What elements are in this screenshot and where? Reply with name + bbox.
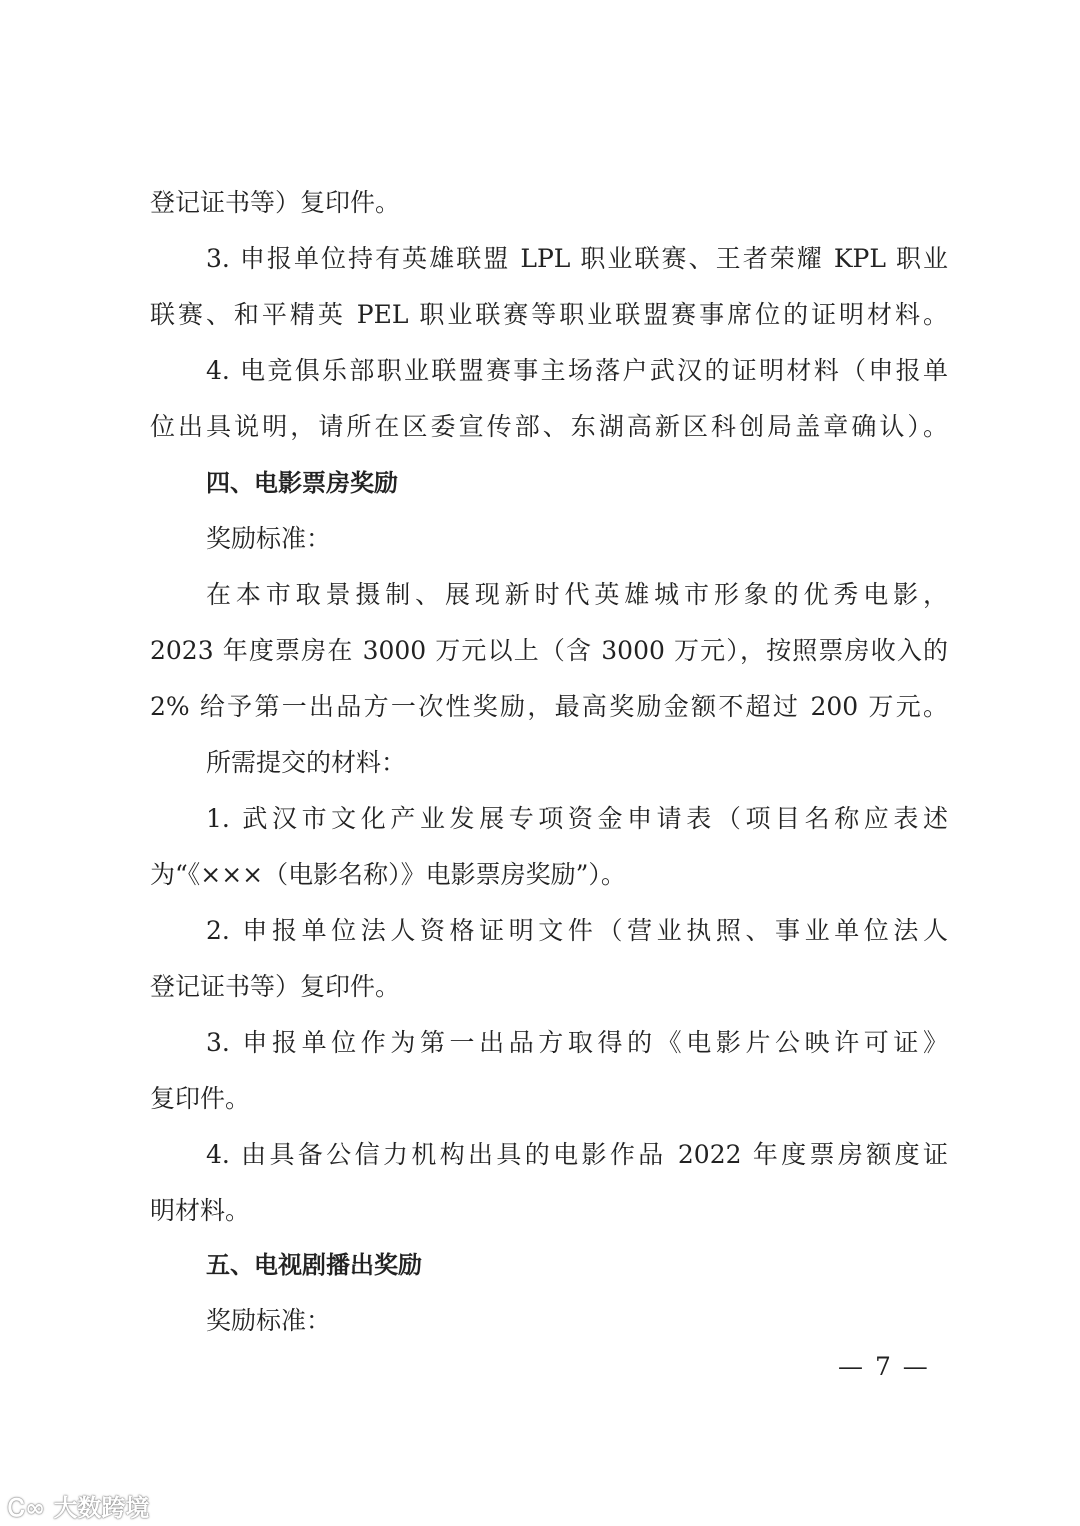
paragraph-line: 4. 电竞俱乐部职业联盟赛事主场落户武汉的证明材料（申报单 <box>206 356 948 385</box>
section-heading: 四、电影票房奖励 <box>206 469 398 497</box>
paragraph-line: 2. 申报单位法人资格证明文件（营业执照、事业单位法人 <box>206 916 948 945</box>
paragraph-line: 位出具说明，请所在区委宣传部、东湖高新区科创局盖章确认）。 <box>150 412 948 441</box>
paragraph-line: 明材料。 <box>150 1196 251 1225</box>
subheading: 奖励标准： <box>206 1306 332 1335</box>
paragraph-line: 2023 年度票房在 3000 万元以上（含 3000 万元），按照票房收入的 <box>150 636 948 665</box>
page-number: — 7 — <box>838 1352 930 1381</box>
subheading: 奖励标准： <box>206 524 332 553</box>
paragraph-line: 在本市取景摄制、展现新时代英雄城市形象的优秀电影， <box>206 580 948 609</box>
paragraph-line: 3. 申报单位持有英雄联盟 LPL 职业联赛、王者荣耀 KPL 职业 <box>206 244 948 273</box>
logo-icon: Ꮯ∞ <box>8 1494 54 1522</box>
watermark-text: 大数跨境 <box>53 1494 150 1522</box>
paragraph-line: 联赛、和平精英 PEL 职业联赛等职业联盟赛事席位的证明材料。 <box>150 300 948 329</box>
section-heading: 五、电视剧播出奖励 <box>206 1251 422 1279</box>
paragraph-line: 登记证书等）复印件。 <box>150 972 401 1001</box>
subheading: 所需提交的材料： <box>206 748 407 777</box>
watermark-logo <box>8 1488 149 1523</box>
paragraph-line: 1. 武汉市文化产业发展专项资金申请表（项目名称应表述 <box>206 804 948 833</box>
paragraph-line: 2% 给予第一出品方一次性奖励，最高奖励金额不超过 200 万元。 <box>150 692 948 721</box>
paragraph-line: 登记证书等）复印件。 <box>150 188 401 217</box>
paragraph-line: 为“《×××（电影名称）》电影票房奖励”）。 <box>150 860 626 889</box>
paragraph-line: 4. 由具备公信力机构出具的电影作品 2022 年度票房额度证 <box>206 1140 948 1169</box>
paragraph-line: 复印件。 <box>150 1084 251 1113</box>
paragraph-line: 3. 申报单位作为第一出品方取得的《电影片公映许可证》 <box>206 1028 948 1057</box>
